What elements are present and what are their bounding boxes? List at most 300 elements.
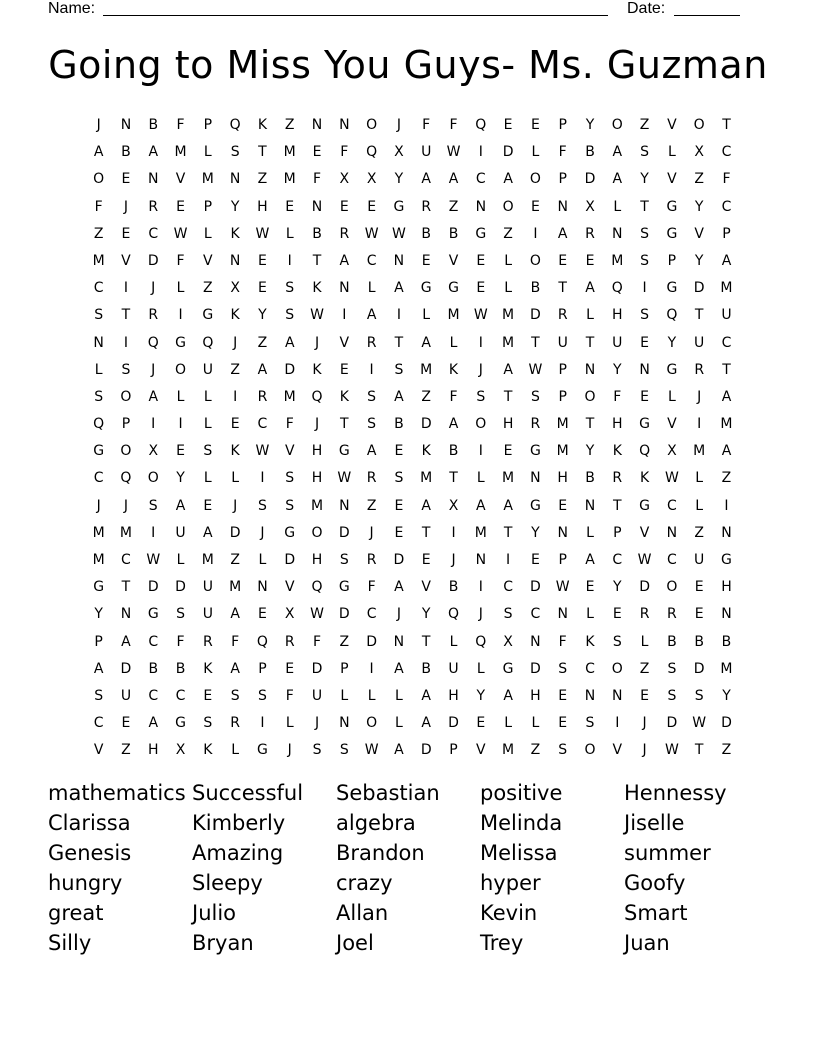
grid-letter: F bbox=[176, 117, 185, 133]
grid-letter: N bbox=[339, 280, 350, 297]
grid-letter: S bbox=[121, 361, 131, 378]
grid-letter: F bbox=[558, 144, 567, 161]
grid-letter: G bbox=[529, 443, 541, 460]
grid-letter: M bbox=[720, 660, 733, 677]
grid-letter: S bbox=[476, 388, 486, 405]
grid-letter: S bbox=[285, 280, 295, 297]
grid-letter: W bbox=[255, 225, 270, 242]
grid-letter: C bbox=[93, 280, 104, 297]
grid-letter: Z bbox=[339, 633, 350, 650]
grid-row bbox=[85, 411, 741, 438]
word-list-item: Sleepy bbox=[192, 871, 263, 895]
grid-letter: Y bbox=[694, 198, 704, 215]
grid-letter: P bbox=[722, 225, 731, 242]
grid-letter: J bbox=[287, 742, 292, 759]
grid-letter: S bbox=[367, 416, 377, 433]
grid-letter: S bbox=[640, 225, 650, 242]
grid-letter: S bbox=[230, 144, 240, 161]
grid-letter: C bbox=[93, 715, 104, 732]
grid-letter: L bbox=[476, 470, 485, 487]
grid-row bbox=[85, 520, 741, 547]
grid-letter: S bbox=[203, 715, 213, 732]
grid-letter: K bbox=[312, 361, 322, 378]
grid-letter: E bbox=[558, 252, 568, 269]
grid-letter: E bbox=[640, 687, 650, 704]
grid-letter: C bbox=[721, 334, 732, 351]
grid-letter: E bbox=[203, 687, 213, 704]
grid-letter: A bbox=[585, 280, 595, 297]
grid-letter: N bbox=[584, 687, 596, 704]
grid-letter: Q bbox=[666, 307, 678, 324]
grid-letter: G bbox=[147, 606, 159, 623]
grid-letter: D bbox=[666, 715, 678, 732]
word-list-item: Amazing bbox=[192, 841, 284, 865]
grid-letter: J bbox=[314, 715, 320, 732]
grid-letter: R bbox=[421, 198, 432, 215]
grid-letter: O bbox=[475, 416, 487, 433]
grid-letter: J bbox=[396, 606, 401, 623]
grid-letter: C bbox=[612, 552, 623, 568]
grid-letter: Q bbox=[147, 334, 159, 351]
grid-letter: O bbox=[120, 443, 132, 460]
grid-letter: D bbox=[530, 579, 541, 596]
grid-letter: M bbox=[474, 524, 487, 541]
grid-letter: M bbox=[720, 416, 733, 433]
grid-letter: S bbox=[94, 307, 104, 324]
grid-letter: N bbox=[557, 198, 568, 215]
grid-letter: Z bbox=[257, 171, 268, 188]
grid-letter: Z bbox=[366, 497, 377, 514]
grid-letter: M bbox=[201, 552, 214, 568]
grid-letter: E bbox=[312, 144, 322, 161]
grid-letter: E bbox=[694, 606, 704, 623]
grid-letter: C bbox=[666, 497, 677, 514]
grid-letter: U bbox=[557, 334, 568, 351]
grid-letter: S bbox=[530, 388, 540, 405]
grid-letter: E bbox=[421, 552, 431, 568]
grid-letter: I bbox=[478, 144, 483, 161]
grid-row bbox=[85, 166, 741, 193]
grid-letter: E bbox=[230, 416, 240, 433]
grid-letter: F bbox=[94, 198, 103, 215]
grid-letter: O bbox=[584, 742, 596, 759]
word-list-item: Successful bbox=[192, 781, 304, 805]
grid-letter: I bbox=[123, 334, 129, 351]
grid-letter: T bbox=[613, 497, 622, 514]
grid-letter: Z bbox=[93, 225, 104, 242]
grid-letter: J bbox=[96, 497, 101, 514]
grid-letter: L bbox=[367, 280, 376, 297]
word-list-item: Juan bbox=[624, 931, 670, 955]
grid-letter: I bbox=[342, 307, 347, 324]
grid-letter: E bbox=[339, 198, 349, 215]
grid-letter: E bbox=[367, 198, 377, 215]
word-list-item: Sebastian bbox=[336, 781, 440, 805]
grid-letter: I bbox=[260, 715, 265, 732]
grid-letter: D bbox=[584, 171, 596, 188]
grid-letter: E bbox=[394, 443, 404, 460]
grid-letter: D bbox=[366, 633, 377, 650]
grid-letter: W bbox=[637, 552, 652, 568]
grid-letter: P bbox=[449, 742, 458, 759]
grid-letter: N bbox=[666, 524, 678, 541]
grid-letter: S bbox=[285, 497, 295, 514]
grid-letter: A bbox=[121, 633, 131, 650]
grid-letter: P bbox=[121, 416, 131, 433]
grid-letter: L bbox=[449, 633, 458, 650]
grid-letter: B bbox=[694, 633, 704, 650]
grid-letter: E bbox=[558, 687, 568, 704]
word-list-item: mathematics bbox=[48, 781, 186, 805]
grid-letter: K bbox=[612, 443, 622, 460]
grid-letter: H bbox=[612, 416, 623, 433]
grid-letter: A bbox=[503, 497, 513, 514]
grid-letter: L bbox=[395, 687, 403, 704]
grid-letter: A bbox=[203, 524, 213, 541]
grid-letter: G bbox=[202, 307, 214, 324]
grid-letter: Y bbox=[585, 117, 595, 133]
grid-letter: L bbox=[476, 660, 485, 677]
grid-letter: I bbox=[478, 579, 483, 596]
grid-letter: P bbox=[558, 552, 567, 568]
grid-letter: R bbox=[257, 388, 268, 405]
grid-letter: N bbox=[93, 334, 104, 351]
grid-letter: E bbox=[585, 579, 595, 596]
grid-letter: A bbox=[366, 307, 377, 324]
grid-letter: L bbox=[640, 633, 649, 650]
grid-letter: U bbox=[311, 687, 323, 704]
grid-letter: G bbox=[93, 443, 105, 460]
grid-letter: D bbox=[448, 715, 459, 732]
grid-letter: B bbox=[585, 470, 595, 487]
grid-letter: Q bbox=[447, 606, 460, 623]
grid-letter: O bbox=[311, 524, 323, 541]
grid-letter: N bbox=[475, 198, 487, 215]
grid-letter: F bbox=[367, 579, 376, 596]
grid-letter: F bbox=[312, 171, 322, 188]
grid-letter: Y bbox=[258, 307, 267, 324]
grid-letter: A bbox=[394, 388, 404, 405]
grid-letter: A bbox=[421, 687, 431, 704]
grid-letter: B bbox=[667, 633, 677, 650]
grid-letter: W bbox=[664, 470, 679, 487]
grid-letter: F bbox=[176, 633, 185, 650]
grid-row bbox=[85, 710, 741, 737]
grid-letter: D bbox=[530, 660, 541, 677]
word-list-item: Melinda bbox=[480, 811, 563, 835]
grid-letter: N bbox=[393, 252, 405, 269]
grid-row bbox=[85, 194, 741, 221]
grid-letter: K bbox=[203, 660, 213, 677]
grid-letter: Q bbox=[93, 416, 105, 433]
word-list-item: Bryan bbox=[192, 931, 254, 955]
grid-letter: D bbox=[229, 524, 241, 541]
grid-letter: N bbox=[557, 606, 568, 623]
grid-letter: K bbox=[230, 307, 240, 324]
grid-letter: X bbox=[284, 606, 295, 623]
grid-letter: D bbox=[420, 416, 432, 433]
grid-letter: A bbox=[394, 280, 404, 297]
grid-letter: A bbox=[421, 715, 431, 732]
grid-letter: O bbox=[366, 117, 378, 133]
grid-letter: H bbox=[448, 687, 459, 704]
grid-row bbox=[85, 465, 741, 492]
grid-letter: A bbox=[148, 715, 159, 732]
grid-letter: C bbox=[666, 552, 677, 568]
grid-letter: Z bbox=[694, 524, 704, 541]
grid-letter: J bbox=[151, 280, 156, 297]
grid-letter: V bbox=[284, 443, 295, 460]
grid-row bbox=[85, 112, 741, 139]
word-search-grid bbox=[85, 112, 741, 765]
grid-letter: D bbox=[147, 252, 159, 269]
grid-letter: M bbox=[447, 307, 460, 324]
grid-letter: I bbox=[151, 524, 156, 541]
grid-letter: R bbox=[202, 633, 213, 650]
grid-letter: T bbox=[585, 416, 595, 433]
grid-letter: R bbox=[585, 225, 595, 242]
grid-letter: Q bbox=[366, 144, 378, 161]
grid-letter: X bbox=[694, 144, 704, 161]
grid-letter: F bbox=[231, 633, 240, 650]
grid-letter: R bbox=[230, 715, 240, 732]
grid-letter: Z bbox=[721, 742, 732, 759]
grid-letter: V bbox=[421, 579, 431, 596]
grid-letter: T bbox=[722, 361, 731, 378]
grid-letter: E bbox=[530, 198, 540, 215]
grid-letter: E bbox=[530, 117, 540, 133]
grid-letter: D bbox=[284, 552, 296, 568]
grid-letter: J bbox=[151, 361, 156, 378]
grid-letter: H bbox=[311, 470, 323, 487]
grid-letter: Q bbox=[120, 470, 132, 487]
grid-letter: N bbox=[612, 225, 623, 242]
grid-letter: J bbox=[369, 524, 374, 541]
grid-letter: I bbox=[178, 416, 183, 433]
grid-letter: L bbox=[695, 470, 704, 487]
grid-letter: C bbox=[530, 606, 541, 623]
grid-letter: L bbox=[586, 307, 594, 324]
grid-letter: D bbox=[338, 606, 350, 623]
grid-letter: Y bbox=[394, 171, 404, 188]
grid-letter: X bbox=[503, 633, 513, 650]
name-label: Name: bbox=[48, 0, 96, 17]
grid-letter: D bbox=[147, 579, 159, 596]
grid-letter: B bbox=[421, 660, 432, 677]
grid-letter: I bbox=[178, 307, 183, 324]
grid-letter: E bbox=[121, 171, 131, 188]
grid-letter: Z bbox=[639, 117, 650, 133]
word-list-item: Goofy bbox=[624, 871, 686, 895]
grid-letter: F bbox=[449, 117, 458, 133]
grid-letter: U bbox=[694, 334, 705, 351]
grid-letter: W bbox=[146, 552, 161, 568]
grid-letter: K bbox=[585, 633, 595, 650]
grid-letter: A bbox=[284, 334, 295, 351]
grid-letter: R bbox=[612, 470, 623, 487]
grid-letter: V bbox=[667, 171, 677, 188]
grid-letter: T bbox=[640, 198, 649, 215]
grid-letter: M bbox=[119, 524, 132, 541]
grid-letter: G bbox=[529, 497, 541, 514]
grid-letter: K bbox=[230, 443, 240, 460]
grid-letter: E bbox=[394, 524, 404, 541]
grid-letter: Y bbox=[722, 687, 731, 704]
grid-letter: U bbox=[448, 660, 459, 677]
grid-letter: G bbox=[639, 497, 651, 514]
grid-letter: M bbox=[502, 470, 515, 487]
grid-letter: J bbox=[314, 416, 320, 433]
grid-letter: T bbox=[121, 307, 131, 324]
grid-letter: S bbox=[585, 715, 595, 732]
grid-letter: Y bbox=[476, 687, 486, 704]
grid-letter: R bbox=[667, 606, 677, 623]
grid-letter: S bbox=[503, 606, 513, 623]
grid-letter: Z bbox=[230, 552, 240, 568]
grid-letter: C bbox=[121, 552, 131, 568]
grid-letter: J bbox=[233, 497, 238, 514]
grid-letter: L bbox=[586, 524, 594, 541]
grid-letter: L bbox=[367, 687, 376, 704]
word-list-item: algebra bbox=[336, 811, 416, 835]
grid-letter: N bbox=[475, 552, 487, 568]
grid-letter: B bbox=[121, 144, 131, 161]
grid-letter: W bbox=[555, 579, 570, 596]
grid-letter: Q bbox=[202, 334, 214, 351]
grid-letter: G bbox=[175, 334, 186, 351]
grid-letter: S bbox=[558, 660, 568, 677]
grid-letter: L bbox=[285, 225, 294, 242]
grid-letter: T bbox=[421, 633, 431, 650]
grid-letter: V bbox=[93, 742, 104, 759]
grid-letter: C bbox=[175, 687, 186, 704]
grid-letter: C bbox=[366, 606, 377, 623]
grid-letter: Y bbox=[585, 443, 595, 460]
grid-letter: R bbox=[639, 606, 650, 623]
grid-letter: E bbox=[121, 715, 131, 732]
grid-letter: G bbox=[284, 524, 296, 541]
grid-letter: F bbox=[285, 687, 294, 704]
grid-letter: S bbox=[367, 388, 377, 405]
grid-letter: R bbox=[530, 416, 541, 433]
word-list-item: summer bbox=[624, 841, 711, 865]
grid-letter: A bbox=[230, 660, 240, 677]
grid-letter: A bbox=[148, 388, 159, 405]
grid-letter: N bbox=[257, 579, 268, 596]
grid-letter: L bbox=[203, 225, 212, 242]
grid-row bbox=[85, 737, 741, 764]
grid-letter: L bbox=[258, 552, 267, 568]
grid-letter: L bbox=[449, 334, 458, 351]
grid-letter: M bbox=[283, 171, 296, 188]
grid-letter: I bbox=[260, 470, 265, 487]
grid-letter: A bbox=[503, 687, 513, 704]
grid-letter: E bbox=[640, 334, 650, 351]
grid-letter: H bbox=[721, 579, 732, 596]
grid-letter: G bbox=[721, 552, 732, 568]
grid-letter: S bbox=[640, 307, 650, 324]
grid-letter: N bbox=[584, 497, 596, 514]
grid-letter: X bbox=[339, 171, 350, 188]
grid-letter: I bbox=[369, 361, 374, 378]
grid-letter: O bbox=[93, 171, 105, 188]
grid-letter: J bbox=[396, 117, 401, 133]
grid-letter: J bbox=[260, 524, 265, 541]
grid-letter: H bbox=[502, 416, 514, 433]
grid-letter: R bbox=[366, 334, 377, 351]
grid-letter: F bbox=[312, 633, 322, 650]
grid-letter: T bbox=[694, 307, 704, 324]
grid-letter: G bbox=[448, 280, 459, 297]
grid-letter: J bbox=[123, 497, 129, 514]
header bbox=[48, 0, 748, 20]
grid-letter: R bbox=[339, 225, 350, 242]
grid-letter: H bbox=[311, 552, 323, 568]
grid-letter: L bbox=[422, 307, 431, 324]
grid-letter: Z bbox=[639, 660, 650, 677]
grid-letter: A bbox=[394, 579, 404, 596]
date-label: Date: bbox=[627, 0, 666, 17]
grid-letter: X bbox=[175, 742, 186, 759]
name-line bbox=[103, 15, 608, 16]
grid-letter: A bbox=[394, 742, 404, 759]
grid-letter: X bbox=[148, 443, 159, 460]
grid-row bbox=[85, 656, 741, 683]
grid-letter: V bbox=[284, 579, 295, 596]
grid-letter: O bbox=[529, 252, 541, 269]
grid-letter: E bbox=[558, 715, 568, 732]
grid-letter: A bbox=[557, 225, 568, 242]
grid-letter: A bbox=[585, 552, 595, 568]
grid-letter: L bbox=[667, 388, 676, 405]
word-list-item: crazy bbox=[336, 871, 393, 895]
grid-row bbox=[85, 275, 741, 302]
grid-letter: H bbox=[530, 687, 541, 704]
grid-letter: D bbox=[693, 660, 705, 677]
grid-letter: M bbox=[92, 552, 105, 568]
grid-letter: Z bbox=[530, 742, 541, 759]
grid-letter: A bbox=[421, 334, 431, 351]
date-line bbox=[674, 15, 740, 16]
grid-letter: Y bbox=[421, 606, 431, 623]
grid-letter: Z bbox=[448, 198, 459, 215]
grid-row bbox=[85, 330, 741, 357]
grid-letter: W bbox=[528, 361, 543, 378]
grid-letter: X bbox=[585, 198, 595, 215]
grid-letter: G bbox=[666, 198, 678, 215]
grid-letter: N bbox=[229, 252, 241, 269]
word-list-item: Clarissa bbox=[48, 811, 131, 835]
grid-letter: N bbox=[639, 361, 650, 378]
grid-letter: L bbox=[504, 252, 512, 269]
word-list-item: Hennessy bbox=[624, 781, 727, 805]
grid-letter: J bbox=[478, 361, 483, 378]
grid-letter: L bbox=[695, 497, 704, 514]
grid-letter: J bbox=[478, 606, 483, 623]
grid-letter: W bbox=[173, 225, 188, 242]
grid-letter: W bbox=[310, 307, 324, 324]
grid-letter: U bbox=[120, 687, 132, 704]
grid-letter: G bbox=[475, 225, 487, 242]
grid-letter: J bbox=[314, 334, 320, 351]
grid-letter: E bbox=[285, 198, 295, 215]
grid-letter: O bbox=[693, 117, 705, 133]
grid-letter: A bbox=[476, 497, 486, 514]
grid-letter: K bbox=[639, 470, 650, 487]
grid-letter: M bbox=[229, 579, 242, 596]
grid-letter: L bbox=[203, 470, 212, 487]
grid-letter: J bbox=[642, 742, 647, 759]
